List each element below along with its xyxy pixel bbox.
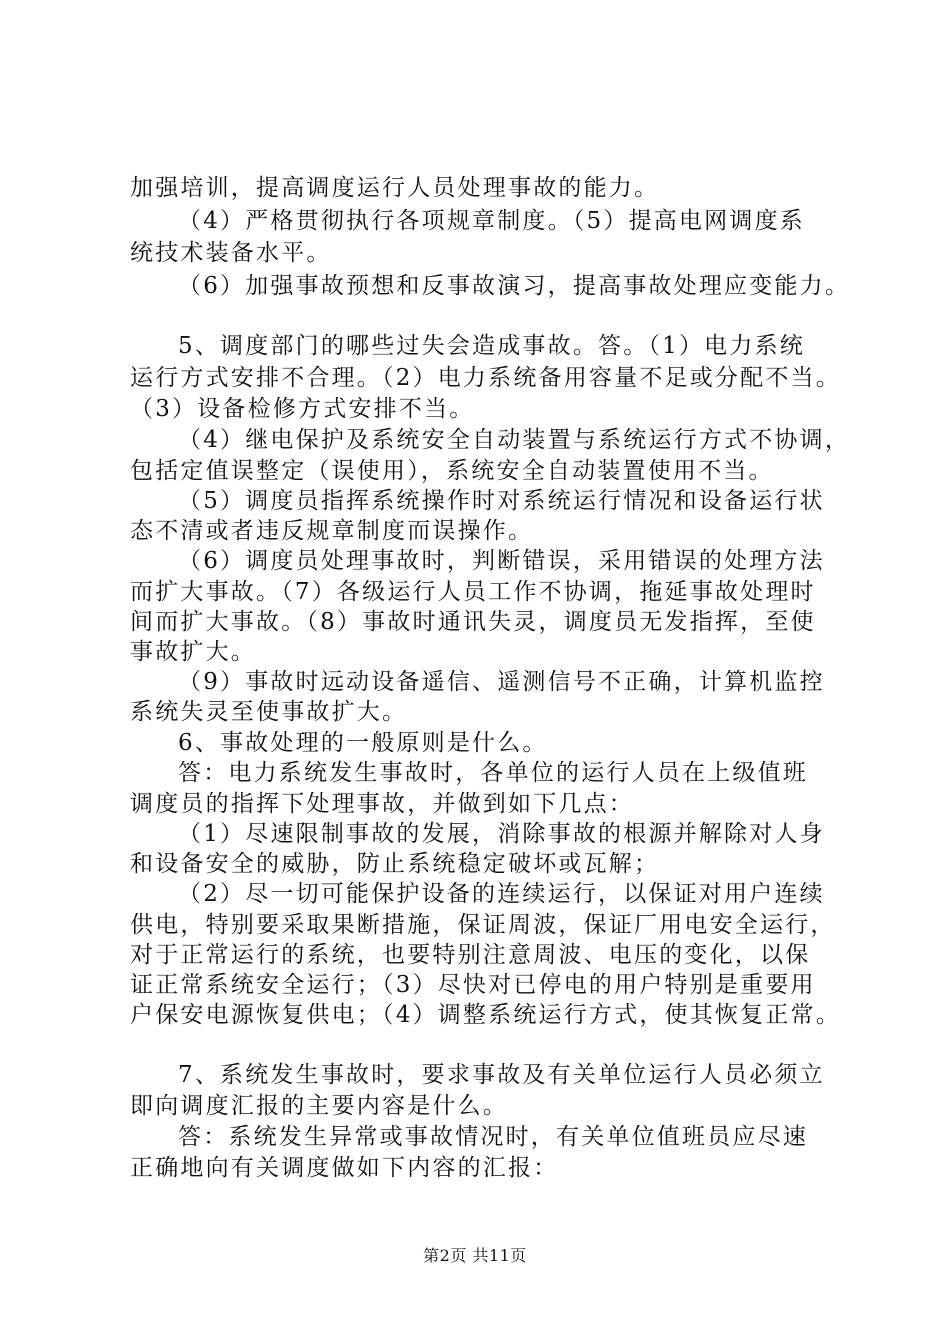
paragraph-line: 包括定值误整定（误使用），系统安全自动装置使用不当。 — [130, 458, 774, 484]
paragraph-line: （2）尽一切可能保护设备的连续运行，以保证对用户连续 — [178, 881, 825, 907]
paragraph-line: 7、系统发生事故时，要求事故及有关单位运行人员必须立 — [178, 1062, 825, 1088]
paragraph-line: 5、调度部门的哪些过失会造成事故。答。（1）电力系统 — [178, 333, 805, 359]
paragraph-line: 证正常系统安全运行；（3）尽快对已停电的用户特别是重要用 — [130, 972, 816, 998]
paragraph-line: 运行方式安排不合理。（2）电力系统备用容量不足或分配不当。 — [130, 365, 841, 391]
paragraph-line: （6）加强事故预想和反事故演习，提高事故处理应变能力。 — [178, 273, 851, 299]
paragraph-line: 事故扩大。 — [130, 639, 256, 665]
paragraph-line: 即向调度汇报的主要内容是什么。 — [130, 1093, 508, 1119]
paragraph-line: （1）尽速限制事故的发展，消除事故的根源并解除对人身 — [178, 821, 825, 847]
paragraph-line: 和设备安全的威胁，防止系统稳定破坏或瓦解； — [130, 851, 660, 877]
paragraph-line: （3）设备检修方式安排不当。 — [130, 396, 475, 422]
paragraph-line: 户保安电源恢复供电；（4）调整系统运行方式，使其恢复正常。 — [130, 1002, 841, 1028]
paragraph-line: 统技术装备水平。 — [130, 240, 332, 266]
paragraph-line: 态不清或者违反规章制度而误操作。 — [130, 518, 534, 544]
paragraph-line: （4）严格贯彻执行各项规章制度。（5）提高电网调度系 — [178, 208, 805, 234]
paragraph-line: （9）事故时远动设备遥信、遥测信号不正确，计算机监控 — [178, 669, 825, 695]
paragraph-line: （4）继电保护及系统安全自动装置与系统运行方式不协调， — [178, 427, 851, 453]
paragraph-line: 正确地向有关调度做如下内容的汇报： — [130, 1155, 559, 1181]
paragraph-line: （5）调度员指挥系统操作时对系统运行情况和设备运行状 — [178, 488, 825, 514]
paragraph-line: 加强培训，提高调度运行人员处理事故的能力。 — [130, 175, 660, 201]
paragraph-line: （6）调度员处理事故时，判断错误，采用错误的处理方法 — [178, 548, 825, 574]
page-number-footer: 第2页 共11页 — [423, 1246, 527, 1265]
paragraph-line: 对于正常运行的系统，也要特别注意周波、电压的变化，以保 — [130, 942, 811, 968]
paragraph-line: 答：系统发生异常或事故情况时，有关单位值班员应尽速 — [178, 1124, 808, 1150]
paragraph-line: 系统失灵至使事故扩大。 — [130, 699, 408, 725]
paragraph-line: 供电，特别要采取果断措施，保证周波，保证厂用电安全运行， — [130, 912, 836, 938]
paragraph-line: 调度员的指挥下处理事故，并做到如下几点： — [130, 791, 634, 817]
paragraph-line: 间而扩大事故。（8）事故时通讯失灵，调度员无发指挥，至使 — [130, 609, 816, 635]
paragraph-line: 答：电力系统发生事故时，各单位的运行人员在上级值班 — [178, 760, 808, 786]
paragraph-line: 6、事故处理的一般原则是什么。 — [178, 730, 548, 756]
paragraph-line: 而扩大事故。（7）各级运行人员工作不协调，拖延事故处理时 — [130, 579, 816, 605]
